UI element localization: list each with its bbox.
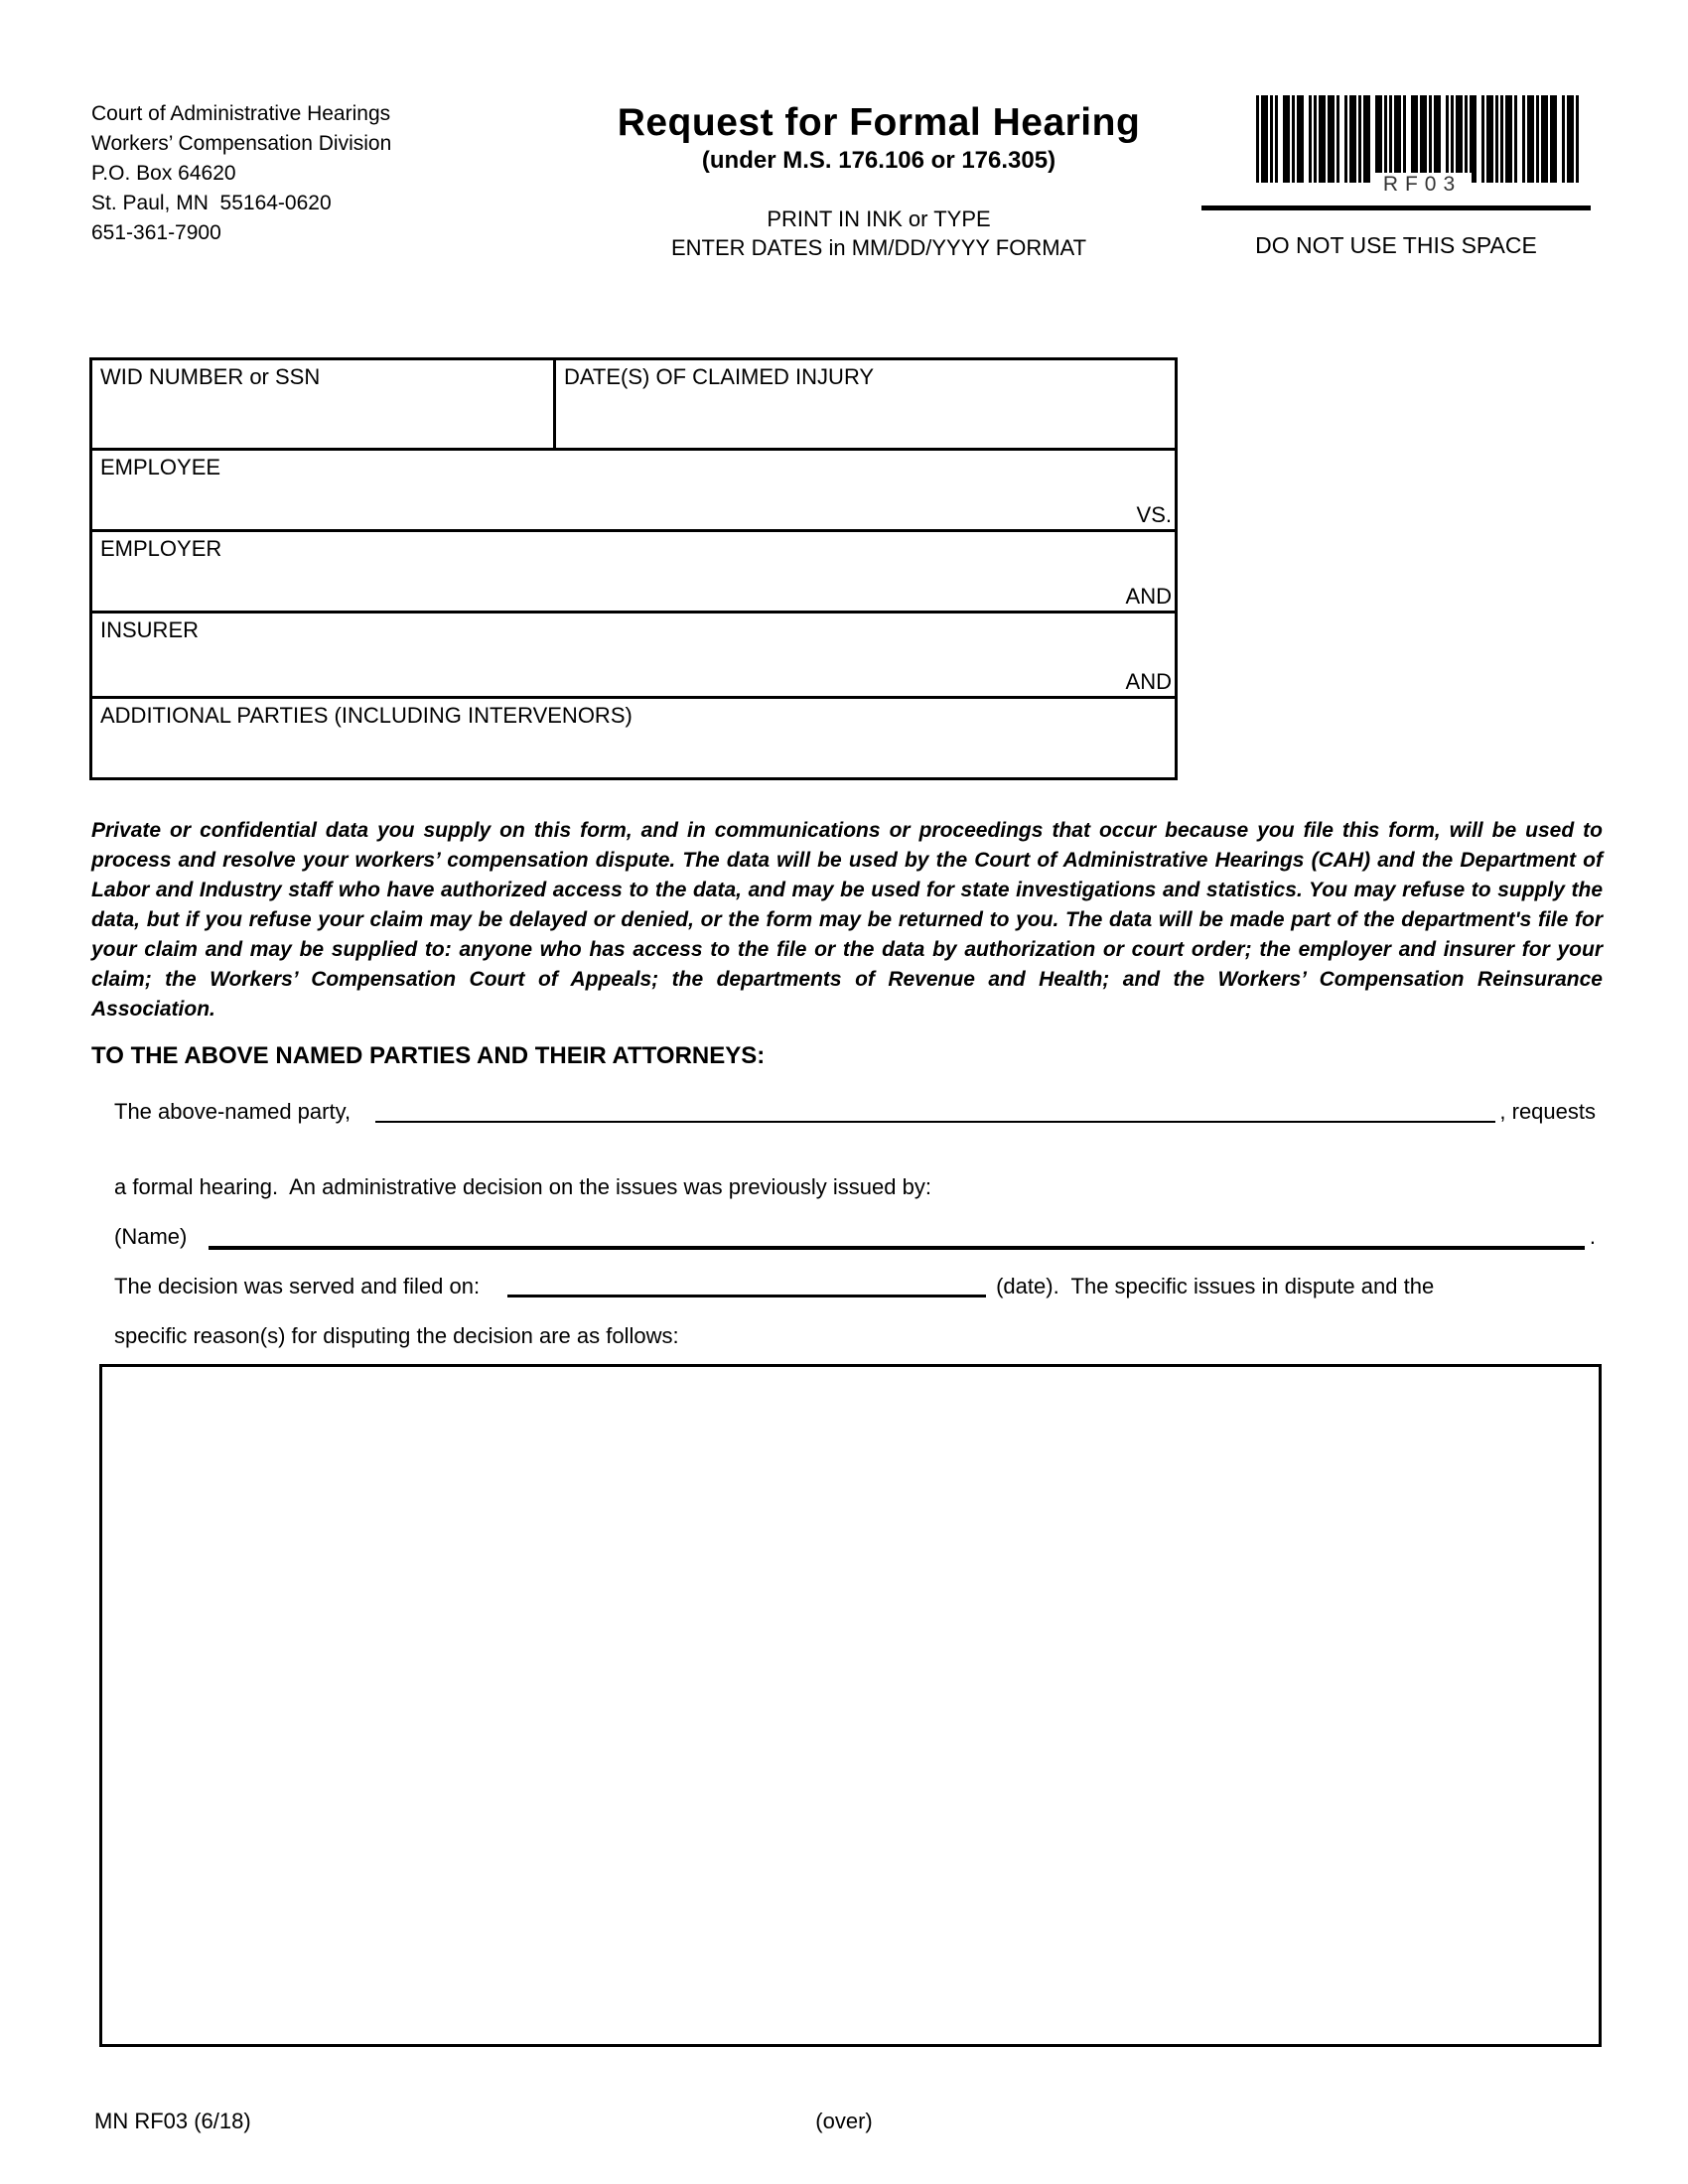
- served-filed-prefix: The decision was served and filed on:: [114, 1274, 481, 1298]
- additional-parties-label: ADDITIONAL PARTIES (INCLUDING INTERVENORS): [100, 703, 633, 728]
- employer-label: EMPLOYER: [100, 536, 222, 561]
- formal-hearing-line: a formal hearing. An administrative decision on the issues was previously issued by:: [114, 1174, 931, 1199]
- instruction-line: PRINT IN INK or TYPE: [767, 206, 991, 231]
- served-filed-line: [114, 1271, 1596, 1302]
- served-filed-date-blank[interactable]: [507, 1274, 986, 1297]
- barcode: [1256, 95, 1589, 183]
- sender-address: [91, 99, 391, 248]
- address-line: Workers’ Compensation Division: [91, 132, 392, 155]
- dispute-reasons-box[interactable]: [99, 1364, 1602, 2047]
- employee-label: EMPLOYEE: [100, 455, 221, 479]
- party-table: [89, 357, 1178, 780]
- party-line-prefix: The above-named party,: [114, 1099, 352, 1124]
- party-line-suffix: , requests: [1499, 1099, 1596, 1124]
- name-line-period: .: [1589, 1224, 1596, 1249]
- claimed-injury-date-cell[interactable]: [556, 360, 1175, 448]
- do-not-use-label: DO NOT USE THIS SPACE: [1255, 232, 1537, 258]
- insurer-cell[interactable]: [92, 611, 1175, 696]
- table-row-wid-date: [92, 360, 1175, 448]
- address-line: Court of Administrative Hearings: [91, 102, 391, 125]
- employee-cell[interactable]: [92, 448, 1175, 529]
- instruction-line: ENTER DATES in MM/DD/YYYY FORMAT: [670, 235, 1087, 260]
- address-line: 651-361-7900: [91, 221, 221, 244]
- privacy-notice: Private or confidential data you supply on this form, and in communications or proceedings that occur because you file this form, will be used to process and resolve your workers’ compensation dispute. The data will be used by the Court of Administrative Hearings (CAH) and the Department of Labor and Industry staff who have authorized access to the data, and may be used for state investigations and statistics. You may refuse to supply the data, but if you refuse your claim may be delayed or denied, or the form may be returned to you. The data will be made part of the department's file for your claim and may be supplied to: anyone who has access to the file or the data by authorization or court order; the employer and insurer for your claim; the Workers’ Compensation Court of Appeals; the departments of Revenue and Health; and the Workers’ Compensation Reinsurance Association.: [91, 819, 1603, 1021]
- horizontal-rule: [1201, 205, 1591, 210]
- and-connector: AND: [1125, 584, 1172, 609]
- insurer-label: INSURER: [100, 617, 200, 642]
- specific-reasons-line: specific reason(s) for disputing the decision are as follows:: [114, 1323, 679, 1348]
- form-title: Request for Formal Hearing: [617, 101, 1141, 144]
- title-block: [551, 101, 1206, 262]
- barcode-label: RF03: [1373, 173, 1472, 197]
- section-heading: TO THE ABOVE NAMED PARTIES AND THEIR ATTORNEYS:: [91, 1042, 766, 1069]
- vs-connector: VS.: [1136, 502, 1172, 527]
- and-connector: AND: [1125, 669, 1172, 694]
- barcode-area: [1201, 95, 1591, 259]
- party-request-line: [114, 1096, 1596, 1128]
- issued-by-name-line: [114, 1221, 1596, 1253]
- additional-parties-cell[interactable]: [92, 696, 1175, 777]
- name-label: (Name): [114, 1224, 188, 1249]
- wid-ssn-label: WID NUMBER or SSN: [100, 364, 321, 389]
- address-line: P.O. Box 64620: [91, 162, 236, 185]
- employer-cell[interactable]: [92, 529, 1175, 611]
- form-subtitle: (under M.S. 176.106 or 176.305): [701, 147, 1056, 174]
- form-instructions: [551, 205, 1206, 262]
- wid-ssn-cell[interactable]: [92, 360, 556, 448]
- party-name-blank[interactable]: [375, 1099, 1495, 1123]
- served-filed-suffix: (date). The specific issues in dispute and the: [996, 1274, 1435, 1298]
- claimed-injury-date-label: DATE(S) OF CLAIMED INJURY: [564, 364, 875, 389]
- issued-by-name-blank[interactable]: [209, 1226, 1585, 1250]
- over-label: (over): [815, 2109, 873, 2133]
- address-line: St. Paul, MN 55164-0620: [91, 192, 332, 214]
- form-number: MN RF03 (6/18): [94, 2109, 251, 2133]
